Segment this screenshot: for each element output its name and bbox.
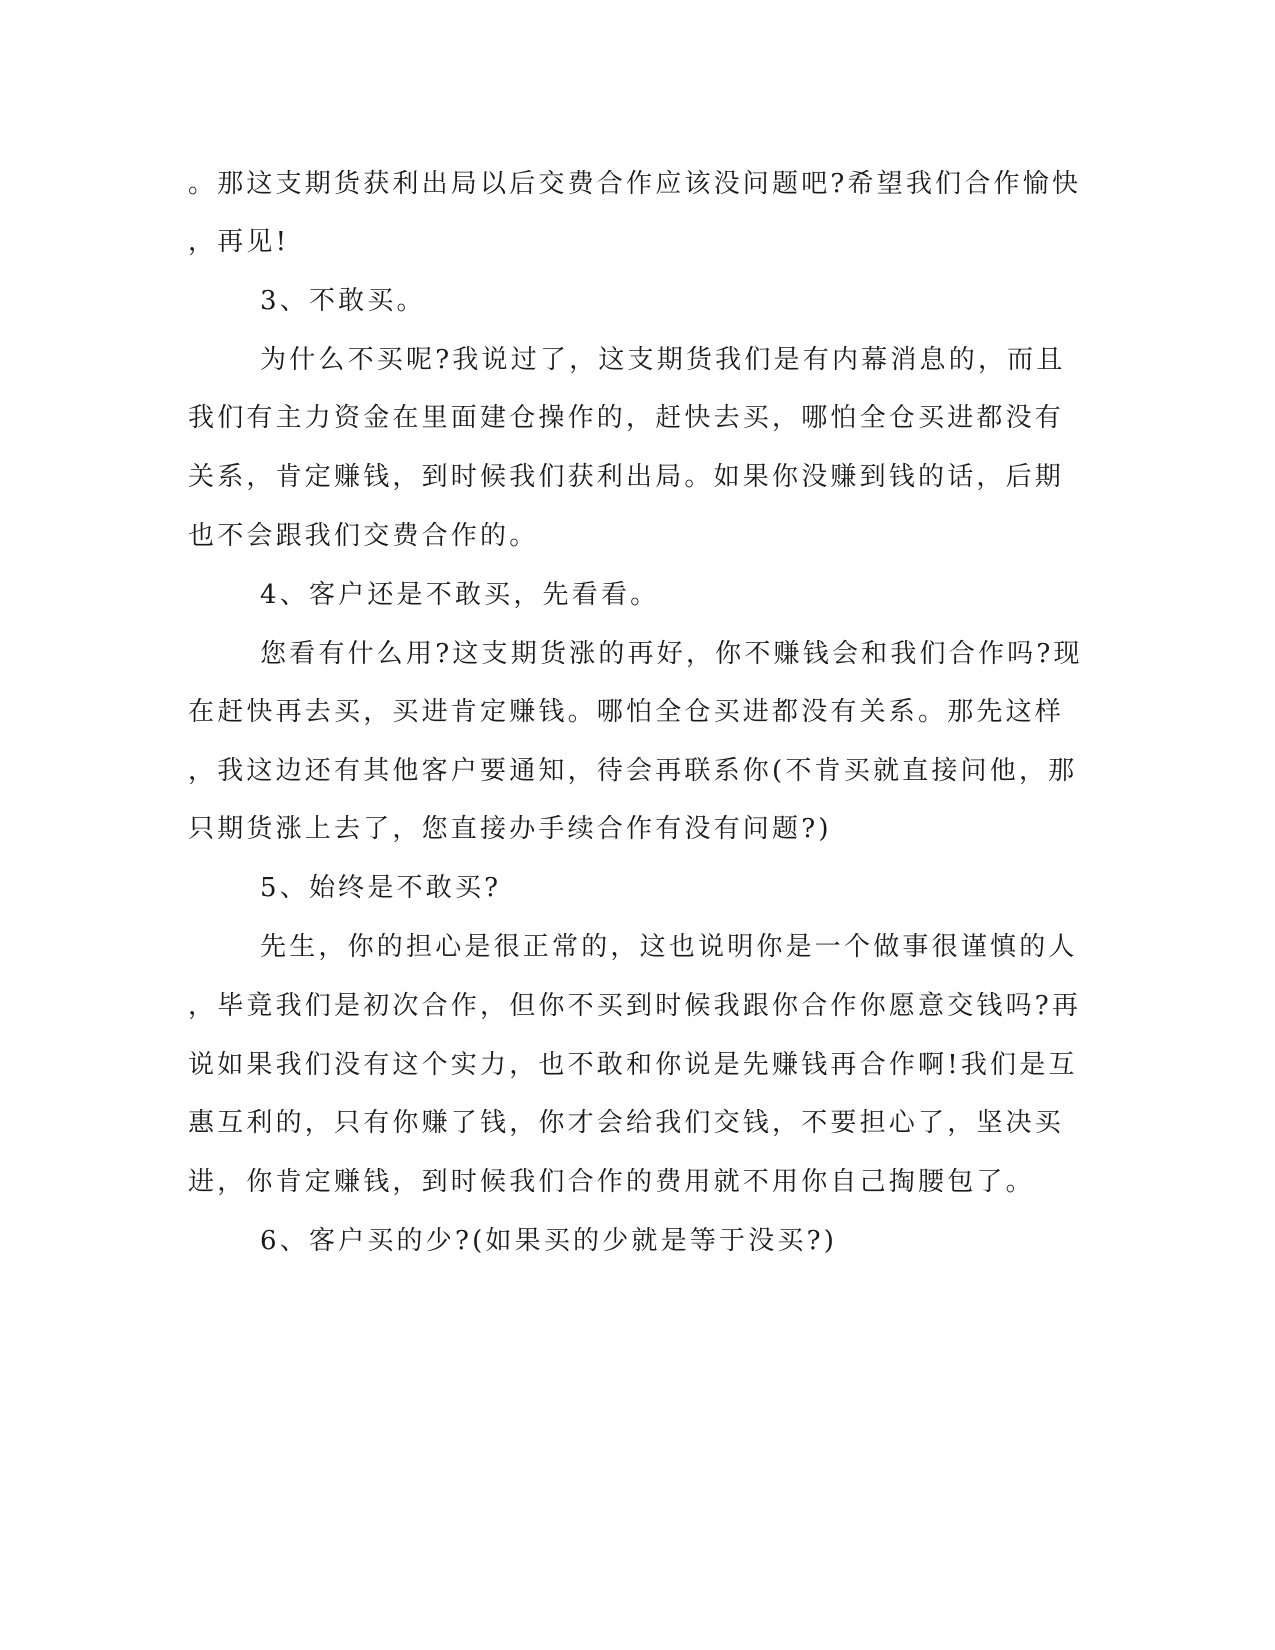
text-line-16: 说如果我们没有这个实力，也不敢和你说是先赚钱再合作啊!我们是互	[188, 1050, 1078, 1080]
text-line-17: 惠互利的，只有你赚了钱，你才会给我们交钱，不要担心了，坚决买	[188, 1108, 1065, 1138]
text-line-2: ，再见!	[188, 227, 290, 257]
text-line-12: 只期货涨上去了，您直接办手续合作有没有问题?)	[188, 814, 832, 844]
text-line-9: 您看有什么用?这支期货涨的再好，你不赚钱会和我们合作吗?现	[260, 639, 1083, 669]
text-line-1: 。那这支期货获利出局以后交费合作应该没问题吧?希望我们合作愉快	[188, 169, 1082, 199]
text-line-6: 关系，肯定赚钱，到时候我们获利出局。如果你没赚到钱的话，后期	[188, 462, 1065, 492]
section-heading-4: 4、客户还是不敢买，先看看。	[260, 580, 660, 610]
text-line-4: 为什么不买呢?我说过了，这支期货我们是有内幕消息的，而且	[260, 345, 1066, 375]
text-line-10: 在赶快再去买，买进肯定赚钱。哪怕全仓买进都没有关系。那先这样	[188, 697, 1065, 727]
text-line-7: 也不会跟我们交费合作的。	[188, 521, 539, 551]
text-line-18: 进，你肯定赚钱，到时候我们合作的费用就不用你自己掏腰包了。	[188, 1167, 1035, 1197]
text-line-15: ，毕竟我们是初次合作，但你不买到时候我跟你合作你愿意交钱吗?再	[188, 991, 1082, 1021]
section-heading-3: 3、不敢买。	[260, 286, 426, 316]
section-heading-5: 5、始终是不敢买?	[260, 873, 502, 903]
text-line-14: 先生，你的担心是很正常的，这也说明你是一个做事很谨慎的人	[260, 932, 1078, 962]
section-heading-6: 6、客户买的少?(如果买的少就是等于没买?)	[260, 1226, 838, 1256]
text-line-11: ，我这边还有其他客户要通知，待会再联系你(不肯买就直接问他，那	[188, 756, 1078, 786]
text-line-5: 我们有主力资金在里面建仓操作的，赶快去买，哪怕全仓买进都没有	[188, 403, 1065, 433]
